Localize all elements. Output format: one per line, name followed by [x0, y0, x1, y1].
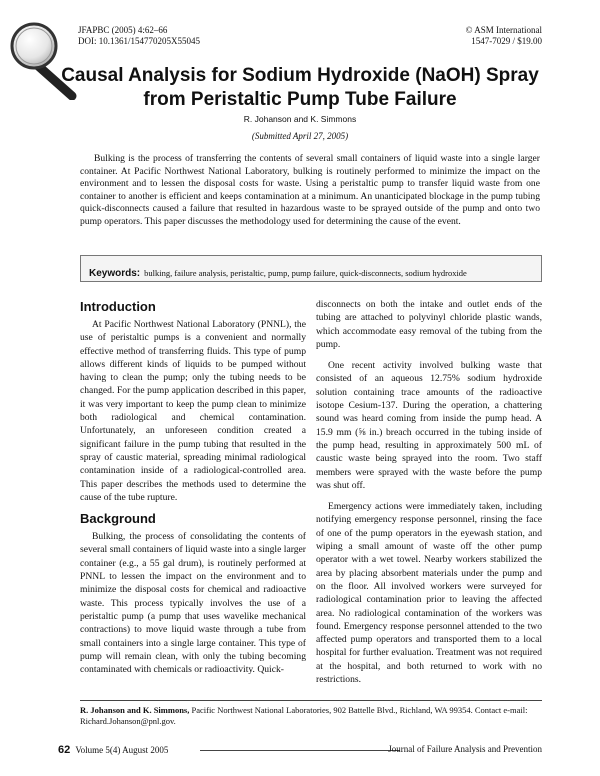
- footnote-divider: [80, 700, 542, 701]
- keywords-box: [80, 255, 542, 282]
- doi: DOI: 10.1361/154770205X55045: [78, 36, 200, 46]
- authors: R. Johanson and K. Simmons: [243, 114, 357, 124]
- footer-rule: [200, 750, 400, 751]
- page-number: 62: [58, 744, 71, 756]
- submitted-date: (Submitted April 27, 2005): [251, 131, 349, 141]
- journal-name: Journal of Failure Analysis and Prevention: [388, 744, 542, 754]
- affiliation-text: Pacific Northwest National Laboratories, 902 Battelle Blvd., Richland, WA 99354. Contact e-mail: Richard.Johanson@pnl.gov.: [80, 705, 528, 726]
- copyright: © ASM International: [465, 25, 542, 35]
- header-right: [466, 25, 542, 47]
- header-left: [78, 25, 200, 47]
- left-column: [80, 298, 306, 676]
- title-line-1: Causal Analysis for Sodium Hydroxide (NaOH) Spray: [61, 65, 539, 86]
- issn-price: 1547-7029 / $19.00: [471, 36, 542, 46]
- paragraph-continued: disconnects on both the intake and outlet ends of the tubing are attached to polyvinyl chloride plastic wands, which accommodate easy removal of the tubing from the pump.: [316, 299, 542, 350]
- background-heading: Background: [80, 511, 156, 527]
- abstract: Bulking is the process of transferring the contents of several small containers of liquid waste into a single larger container. At Pacific Northwest National Laboratory, bulking is routinely performed to minimize the impact on the environment and to lessen the disposal costs for waste. Using a peristaltic pump to transfer liquid waste from one container to another is efficient and keeps contamination at a minimum. An unanticipated blockage in the pump tubing quick-disconnects caused a failure that resulted in hazardous waste to be sprayed outside of the pump and onto two pump operators. This paper discusses the methodology used for determining the cause of the event.: [80, 153, 540, 227]
- paragraph-incident: One recent activity involved bulking waste that consisted of an aqueous 12.75% sodium hydroxide solution containing trace amounts of the radioactive isotope Cesium-137. During the operation, a chattering sound was heard coming from inside the pump head. A 15.9 mm (⅝ in.) breach occurred in the tubing inside of the pump head, resulting in approximately 500 mL of caustic waste being sprayed into the room. Two staff members were sprayed with the waste before the pump was shut off.: [316, 360, 542, 491]
- paper-title: [60, 64, 540, 112]
- introduction-heading: Introduction: [80, 299, 156, 314]
- paragraph-emergency: Emergency actions were immediately taken, including notifying emergency response personnel, rinsing the face of one of the pump operators in the eyewash station, and wiping a small amount of waste off the other pump operator with a wet towel. Nearby workers stabilized the area by placing absorbent materials under the pump and on the floor. All involved workers were surveyed for radiological contamination prior to leaving the affected area. No radiological contamination of the workers was found. Emergency response personnel attended to the two affected pump operators and transported them to a local hospital for further evaluation. Treatment was not required at the hospital, and both returned to work with no restrictions.: [316, 501, 542, 686]
- background-paragraph: Bulking, the process of consolidating the contents of several small containers of liquid waste into a single larger container (e.g., a 55 gal drum), is routinely performed at PNNL to lessen the impact on the environment and to minimize the disposal costs for chemical and radioactive waste. This process typically involves the use of a peristaltic pump (a pump that uses wavelike mechanical contractions) to move liquid waste through a tube from small containers into a single large container. This type of pump will remain clean, with only the tubing becoming contaminated with chemicals or radioactivity. Quick-: [80, 531, 306, 676]
- journal-reference: JFAPBC (2005) 4:62–66: [78, 25, 168, 35]
- volume-info: Volume 5(4) August 2005: [75, 745, 169, 755]
- keywords-label: Keywords:: [89, 268, 141, 279]
- affiliation-names: R. Johanson and K. Simmons,: [80, 705, 190, 715]
- introduction-paragraph: At Pacific Northwest National Laboratory (PNNL), the use of peristaltic pumps is a convenient and normally effective method of transferring fluids. This type of pump allows different kinds of liquids to be pumped without having to clean the pump; only the tubing needs to be changed. For the pump application described in this paper, it was very important to keep the pump clean to minimize both radiological and chemical contamination. Unfortunately, an unforeseen condition created a significant failure in the pump tubing that resulted in the spray of caustic material, spreading minimal radiological contamination inside of a radiological-controlled area. This paper describes the methods used to determine the cause of the tube rupture.: [80, 319, 306, 503]
- right-column: [316, 298, 542, 686]
- author-affiliation: [80, 705, 542, 727]
- title-line-2: from Peristaltic Pump Tube Failure: [143, 89, 457, 110]
- keywords-text: bulking, failure analysis, peristaltic, pump, pump failure, quick-disconnects, sodium hydroxide: [144, 268, 467, 278]
- footer-left: [58, 744, 168, 756]
